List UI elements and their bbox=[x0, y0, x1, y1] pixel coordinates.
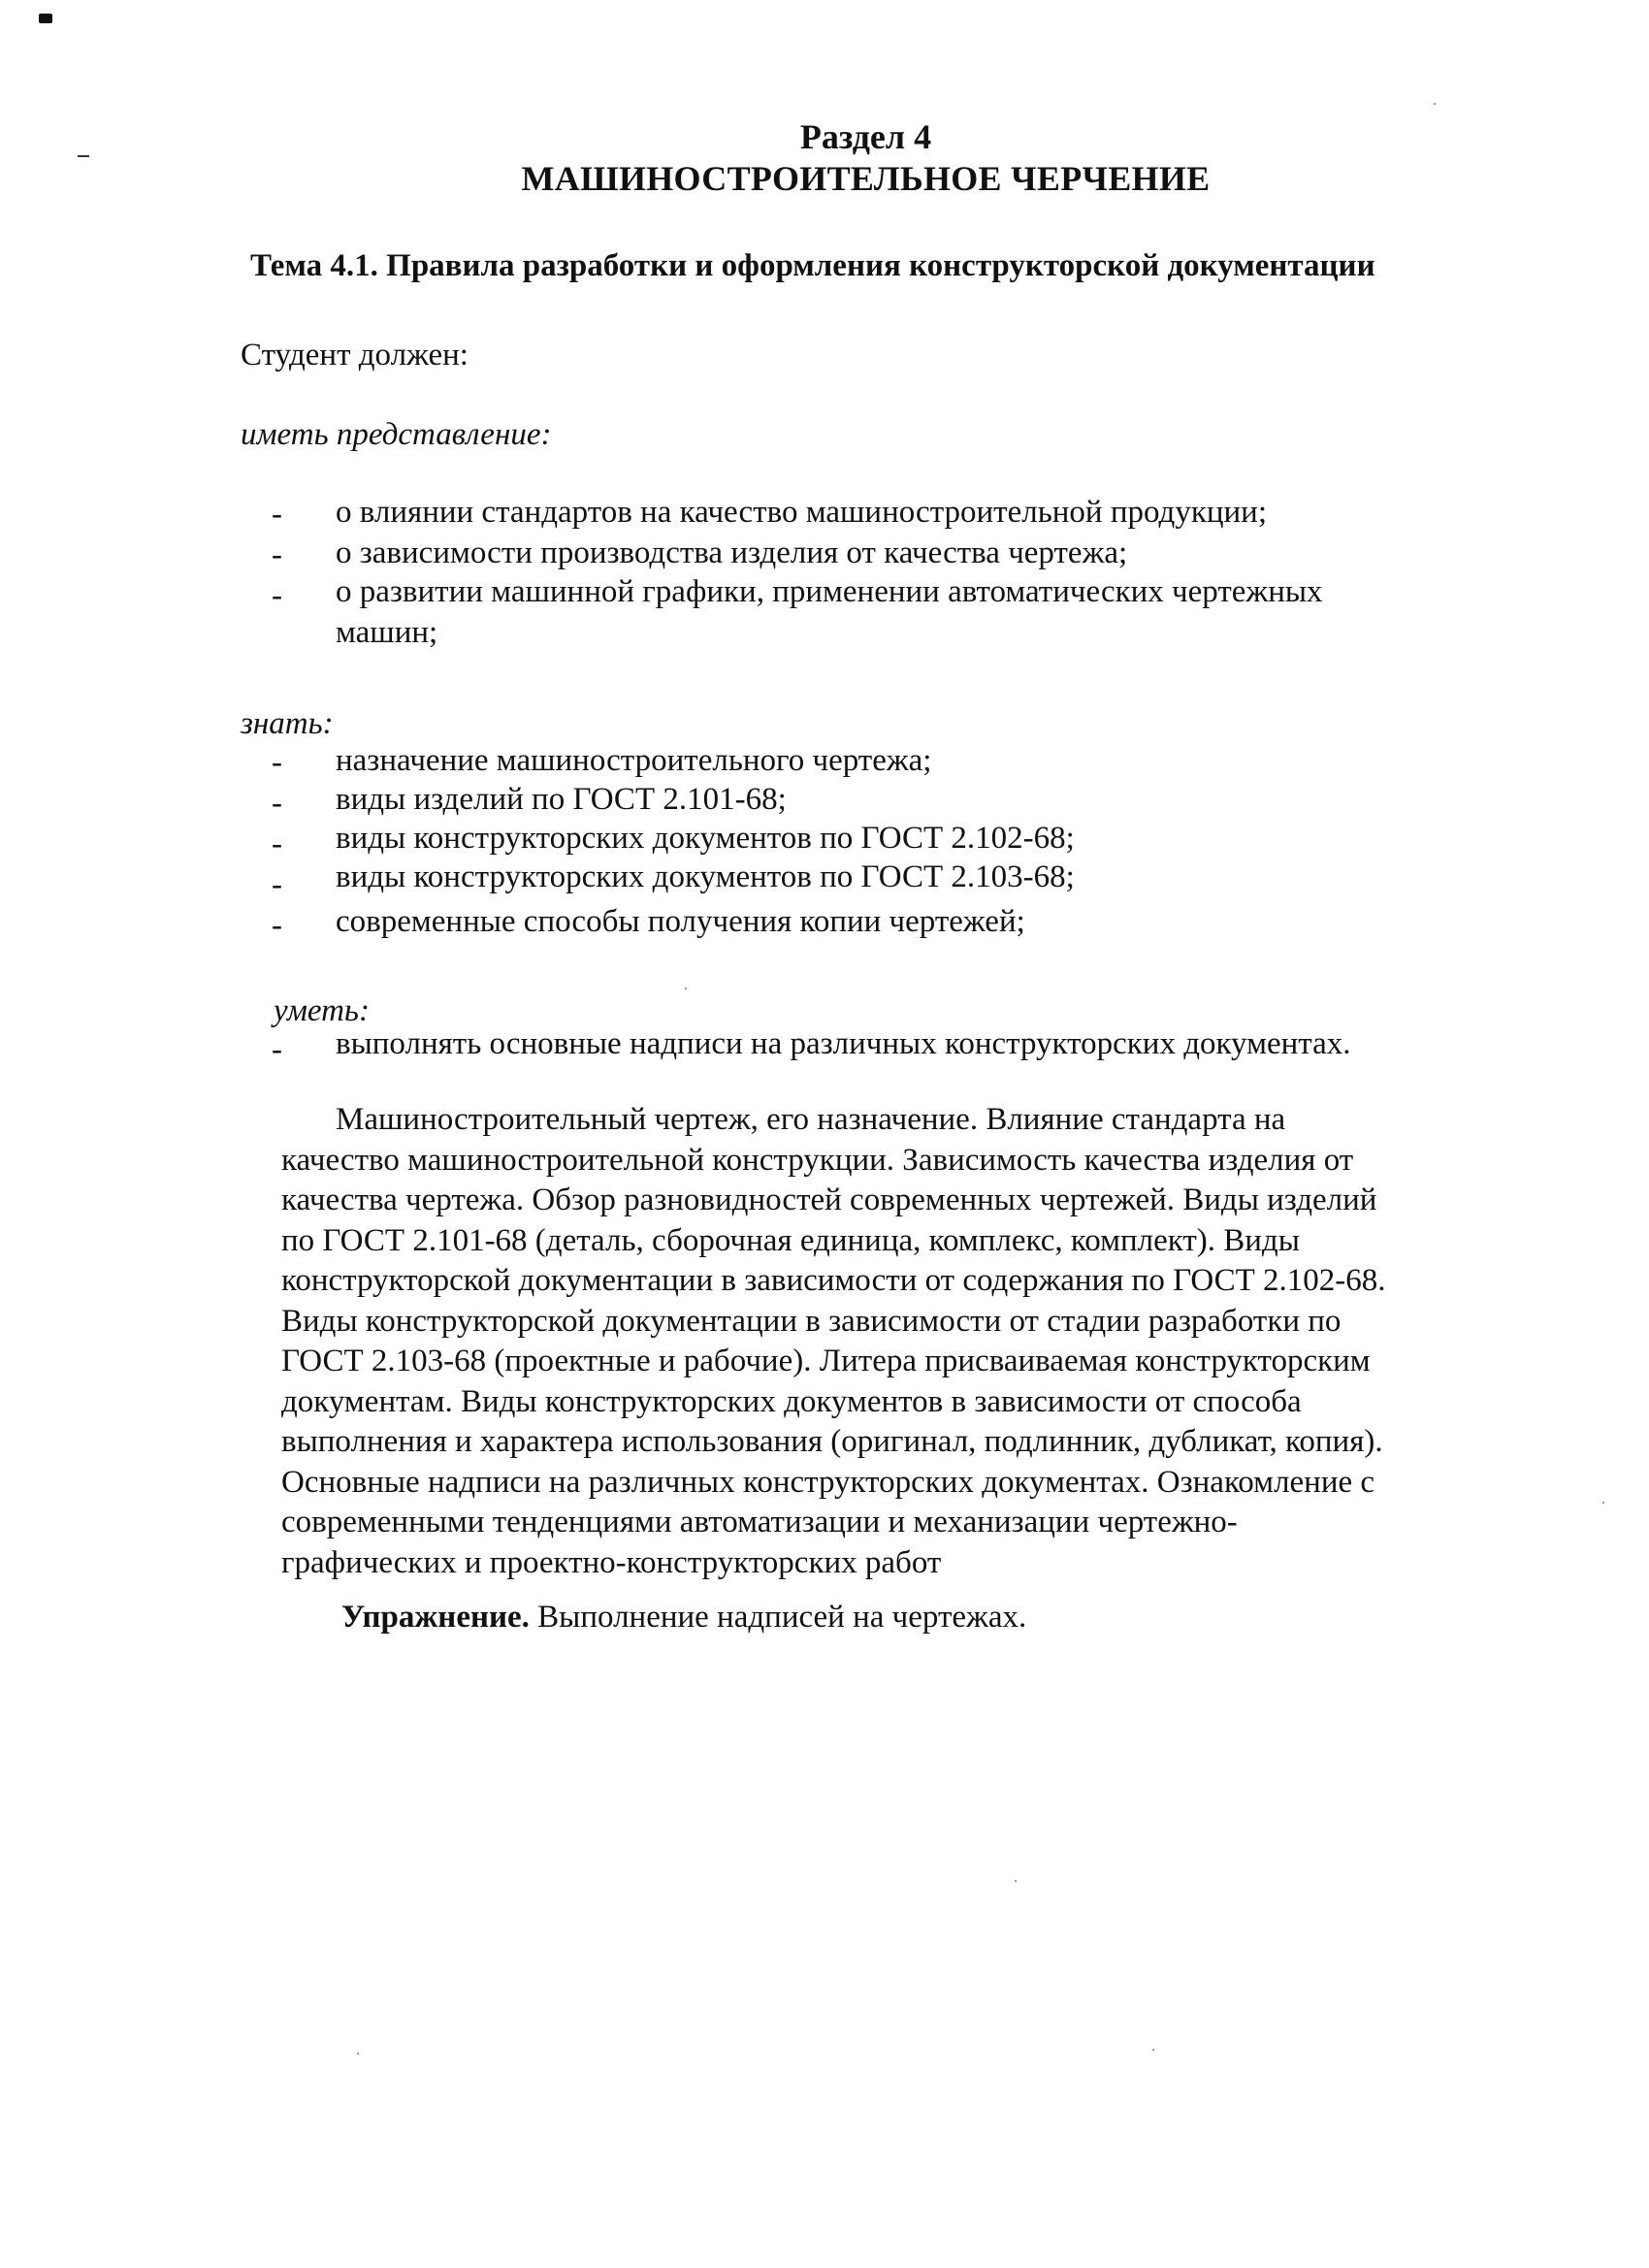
have-idea-heading: иметь представление: bbox=[241, 417, 552, 452]
be-able-heading: уметь: bbox=[274, 993, 370, 1028]
know-heading: знать: bbox=[241, 706, 334, 741]
be-able-item: выполнять основные надписи на различных конструкторских документах. bbox=[336, 1026, 1351, 1061]
list-dash: - bbox=[272, 786, 282, 821]
list-dash: - bbox=[272, 537, 282, 572]
paragraph-line: по ГОСТ 2.101-68 (деталь, сборочная единица, комплекс, комплект). Виды bbox=[281, 1222, 1300, 1258]
list-dash: - bbox=[272, 908, 282, 943]
know-item: назначение машиностроительного чертежа; bbox=[336, 743, 932, 778]
list-dash: - bbox=[272, 826, 282, 861]
paragraph-line: выполнения и характера использования (оригинал, подлинник, дубликат, копия). bbox=[281, 1424, 1383, 1459]
list-dash: - bbox=[272, 745, 282, 780]
paragraph-line: Машиностроительный чертеж, его назначение. Влияние стандарта на bbox=[336, 1102, 1286, 1137]
topic-content-paragraph bbox=[281, 1100, 1494, 1583]
exercise-text: Выполнение надписей на чертежах. bbox=[529, 1600, 1027, 1635]
list-dash: - bbox=[272, 1032, 282, 1067]
paragraph-line: Виды конструкторской документации в зависимости от стадии разработки по bbox=[281, 1303, 1342, 1339]
list-dash: - bbox=[272, 578, 282, 613]
paragraph-line: конструкторской документации в зависимости от содержания по ГОСТ 2.102-68. bbox=[281, 1263, 1386, 1298]
know-item: современные способы получения копии чертежей; bbox=[336, 904, 1025, 939]
scan-speck bbox=[685, 988, 687, 989]
have-idea-item: о влиянии стандартов на качество машиностроительной продукции; bbox=[336, 495, 1268, 530]
scan-speck bbox=[1015, 1880, 1017, 1882]
paragraph-line: современными тенденциями автоматизации и механизации чертежно- bbox=[281, 1505, 1238, 1539]
scan-speck bbox=[1602, 1502, 1604, 1504]
scan-speck bbox=[1152, 2049, 1154, 2051]
scan-speck bbox=[357, 2053, 359, 2055]
have-idea-item-continuation: машин; bbox=[336, 615, 438, 650]
topic-heading: Тема 4.1. Правила разработки и оформления конструкторской документации bbox=[250, 248, 1375, 283]
paragraph-line: ГОСТ 2.103-68 (проектные и рабочие). Литера присваиваемая конструкторским bbox=[281, 1344, 1371, 1378]
have-idea-item: о развитии машинной графики, применении автоматических чертежных bbox=[336, 574, 1323, 609]
section-title: МАШИНОСТРОИТЕЛЬНОЕ ЧЕРЧЕНИЕ bbox=[521, 159, 1211, 198]
scan-speck bbox=[1434, 103, 1436, 105]
scan-mark bbox=[39, 14, 52, 23]
list-dash: - bbox=[272, 497, 282, 532]
paragraph-line: графических и проектно-конструкторских работ bbox=[281, 1544, 942, 1580]
know-item: виды конструкторских документов по ГОСТ 2.102-68; bbox=[336, 821, 1075, 856]
section-number: Раздел 4 bbox=[799, 117, 932, 156]
paragraph-line: Основные надписи на различных конструкторских документах. Ознакомление с bbox=[281, 1464, 1375, 1500]
have-idea-item: о зависимости производства изделия от качества чертежа; bbox=[336, 535, 1128, 570]
know-item: виды конструкторских документов по ГОСТ 2.103-68; bbox=[336, 859, 1075, 894]
list-dash: - bbox=[272, 867, 282, 902]
exercise-label: Упражнение. bbox=[341, 1600, 530, 1635]
paragraph-line: качества чертежа. Обзор разновидностей современных чертежей. Виды изделий bbox=[281, 1183, 1377, 1217]
paragraph-line: качество машиностроительной конструкции. Зависимость качества изделия от bbox=[281, 1142, 1354, 1178]
exercise-line bbox=[341, 1600, 1026, 1636]
paragraph-line: документам. Виды конструкторских документов в зависимости от способа bbox=[281, 1383, 1302, 1419]
know-item: виды изделий по ГОСТ 2.101-68; bbox=[336, 782, 787, 817]
student-must-label: Студент должен: bbox=[241, 338, 469, 373]
